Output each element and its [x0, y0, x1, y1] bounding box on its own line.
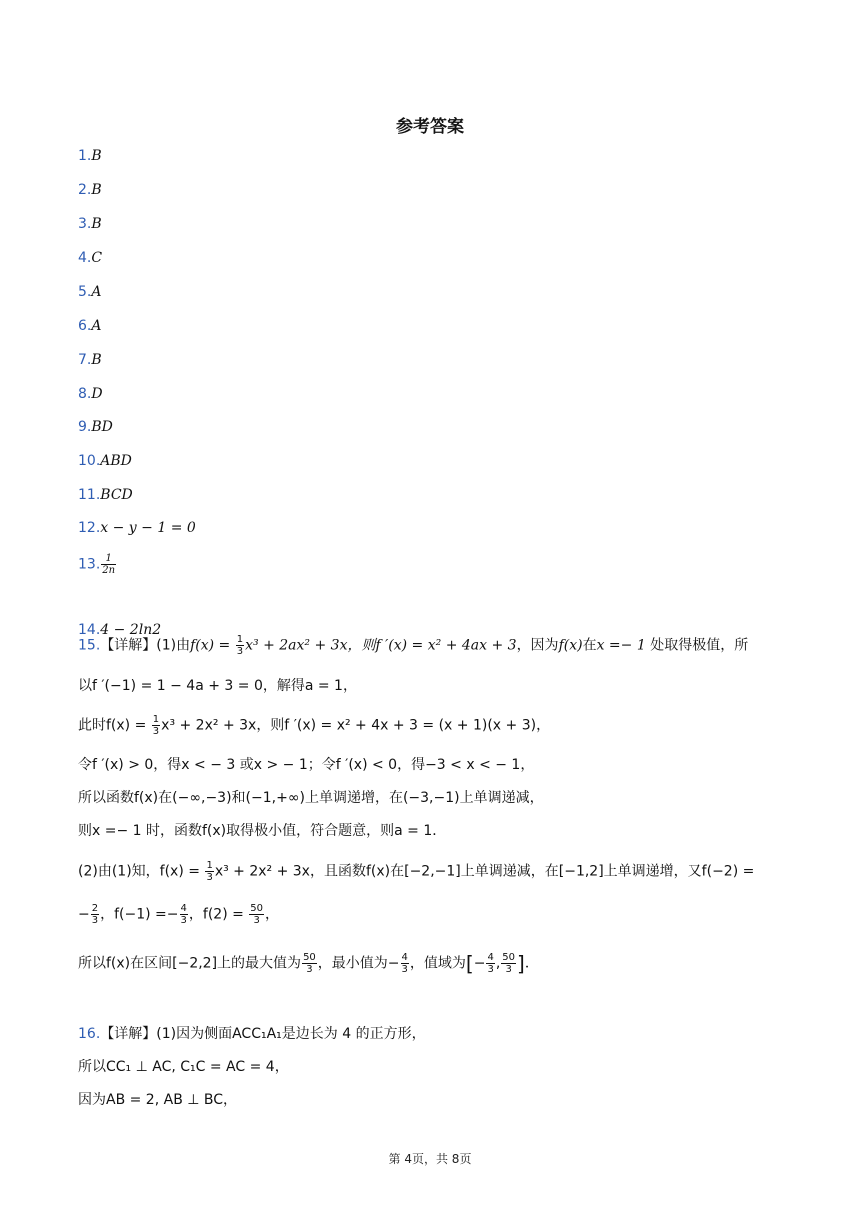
answer-number: 11. — [78, 487, 101, 503]
answer-value: BCD — [100, 487, 133, 503]
answer-value: BD — [91, 419, 113, 435]
answer-value: B — [91, 182, 102, 198]
answer-item — [78, 248, 102, 268]
answer-number: 12. — [78, 520, 101, 536]
answer-value: B — [91, 216, 102, 232]
q15-line-6: 则x =− 1 时，函数f(x)取得极小值，符合题意，则a = 1． — [78, 823, 447, 839]
q15-line-2: 以f ′(−1) = 1 − 4a + 3 = 0，解得a = 1， — [78, 678, 357, 694]
q15-number: 15. — [78, 637, 101, 654]
answer-item — [78, 451, 132, 471]
q16-line-2: 所以CC₁ ⊥ AC, C₁C = AC = 4， — [78, 1059, 289, 1075]
q15-line-9: 所以f(x)在区间[−2,2]上的最大值为 $\frac{50}{3}$ ，最小值为− $\frac{4}{3}$ ，值域为[− $\frac{4}{3}$ , $\frac{50}{3}$ ]． — [78, 951, 539, 976]
answer-value: C — [91, 250, 103, 266]
answer-number: 2. — [78, 182, 92, 198]
answer-number: 14. — [78, 622, 101, 638]
answer-number: 10. — [78, 453, 101, 469]
q15-line-1: 15.【详解】(1)由f(x) = $\frac{1}{3}$ x³ + 2ax² + 3x，则f ′(x) = x² + 4ax + 3，因为f(x)在x =− 1 处取得极值，所 — [78, 634, 749, 657]
q16-line-1: 16.【详解】(1)因为侧面ACC₁A₁是边长为 4 的正方形， — [78, 1026, 426, 1042]
answer-value: A — [91, 318, 102, 334]
answer-item — [78, 214, 102, 234]
q16-number: 16. — [78, 1026, 101, 1042]
answer-number: 7. — [78, 352, 92, 368]
answer-item — [78, 146, 102, 166]
answer-item — [78, 316, 101, 336]
answer-value: 4 − 2ln2 — [100, 622, 162, 638]
q15-line-4: 令f ′(x) > 0，得x < − 3 或x > − 1；令f ′(x) < 0，得−3 < x < − 1， — [78, 757, 535, 773]
page-footer: 第 4页，共 8页 — [388, 1152, 472, 1166]
answer-number: 9. — [78, 419, 92, 435]
answer-number: 1. — [78, 148, 92, 164]
q15-line-7: (2)由(1)知，f(x) = $\frac{1}{3}$ x³ + 2x² + 3x，且函数f(x)在[−2,−1]上单调递减，在[−1,2]上单调递增，又f(−2) = — [78, 860, 755, 883]
q15-line-3: 此时f(x) = $\frac{1}{3}$ x³ + 2x² + 3x，则f ′(x) = x² + 4x + 3 = (x + 1)(x + 3)， — [78, 714, 551, 737]
page-title: 参考答案 — [396, 117, 464, 137]
answer-item — [78, 417, 113, 437]
answer-value: D — [91, 386, 103, 402]
answer-item — [78, 518, 196, 538]
answer-item — [78, 553, 117, 576]
answer-number: 13. — [78, 556, 101, 573]
answer-value: ABD — [100, 453, 132, 469]
answer-number: 3. — [78, 216, 92, 232]
answer-value: B — [91, 148, 102, 164]
q15-line-8: − $\frac{2}{3}$ ，f(−1) =− $\frac{4}{3}$ ，f(2) = $\frac{50}{3}$ ， — [78, 903, 280, 926]
q15-line-5: 所以函数f(x)在(−∞,−3)和(−1,+∞)上单调递增，在(−3,−1)上单调递减， — [78, 790, 544, 806]
answer-fraction: $\frac{1}{2n}$ — [102, 553, 116, 576]
answer-value: B — [91, 352, 102, 368]
answer-item — [78, 282, 101, 302]
answer-item — [78, 384, 103, 404]
answer-item — [78, 180, 102, 200]
answer-item — [78, 485, 133, 505]
answer-value: A — [91, 284, 102, 300]
q16-line-3: 因为AB = 2, AB ⊥ BC， — [78, 1092, 238, 1108]
answer-number: 5. — [78, 284, 92, 300]
answer-number: 4. — [78, 250, 92, 266]
answer-number: 6. — [78, 318, 92, 334]
answer-item — [78, 350, 102, 370]
answer-value: x − y − 1 = 0 — [100, 520, 196, 536]
answer-number: 8. — [78, 386, 92, 402]
